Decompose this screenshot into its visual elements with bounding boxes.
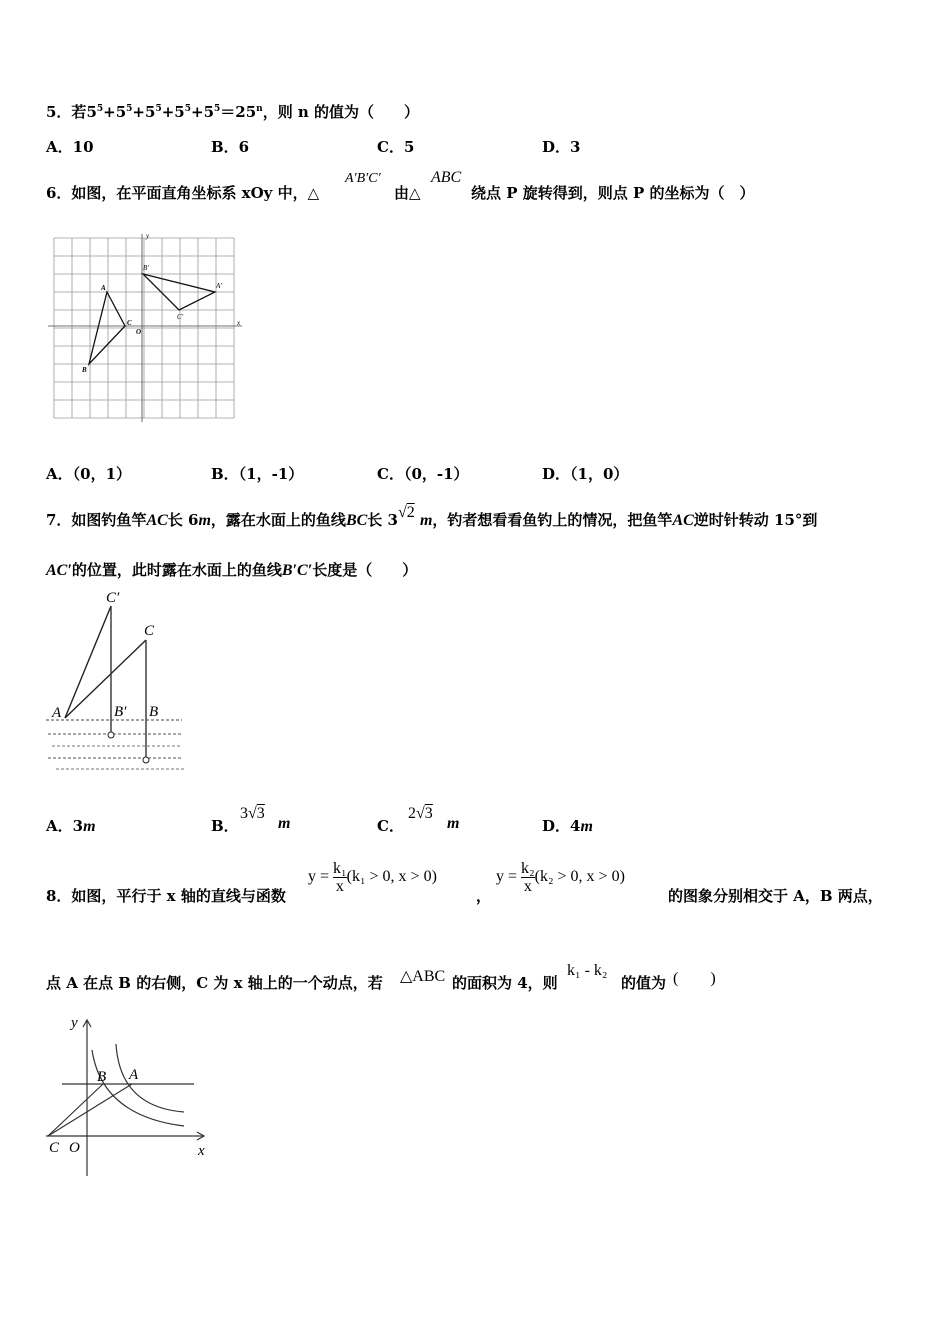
label-b-prime: B′ bbox=[114, 704, 127, 720]
q6-stem-part2: 由△ bbox=[394, 184, 421, 202]
q8-stem-line2a: 点 A 在点 B 的右侧，C 为 x 轴上的一个动点，若 bbox=[46, 974, 383, 992]
q8-triangle-abc: △ABC bbox=[400, 968, 446, 985]
q7-option-b-value: 3√3 bbox=[240, 805, 265, 822]
q6-triangle-prime: A′B′C′ bbox=[345, 171, 381, 186]
axis-label-y: y bbox=[146, 232, 150, 240]
point-label-c: C bbox=[127, 319, 132, 327]
q6-option-d: D．（1，0） bbox=[542, 465, 629, 483]
point-label-a-prime: A′ bbox=[216, 282, 222, 290]
q6-stem-part3: 绕点 P 旋转得到，则点 P 的坐标为（ ） bbox=[471, 184, 755, 202]
rod-ac bbox=[65, 640, 146, 718]
label-b: B bbox=[149, 704, 159, 720]
point-label-b: B bbox=[82, 366, 87, 374]
q8-answer-paren: ( ) bbox=[673, 970, 716, 987]
label-c-prime: C′ bbox=[106, 590, 120, 606]
q7-fishing-figure bbox=[44, 586, 194, 776]
axis-label-x: x bbox=[198, 1143, 205, 1159]
q7-stem-line2: AC′的位置，此时露在水面上的鱼线B′C′长度是（ ） bbox=[46, 561, 418, 579]
q7-option-c-value: 2√3 bbox=[408, 805, 433, 822]
origin-label: O bbox=[69, 1140, 80, 1156]
q7-option-c-unit: m bbox=[447, 815, 460, 832]
q7-option-b-unit: m bbox=[278, 815, 291, 832]
q6-option-b: B．（1，-1） bbox=[211, 465, 304, 483]
q5-option-b: B．6 bbox=[211, 138, 250, 156]
q6-option-a: A．（0，1） bbox=[46, 465, 132, 483]
q7-stem-line1: 7．如图钓鱼竿AC长 6m，露在水面上的鱼线BC长 3√2 m，钓者想看看鱼钓上的情况，把鱼竿AC逆时针转动 15°到 bbox=[46, 504, 818, 529]
q8-stem-line2c: 的值为 bbox=[621, 974, 667, 992]
q7-option-a: A．3m bbox=[46, 817, 96, 835]
q8-k-difference: k₁ - k₂ bbox=[567, 962, 608, 979]
hook bbox=[143, 757, 149, 763]
label-a: A bbox=[52, 705, 62, 721]
q7-option-d: D．4m bbox=[542, 817, 593, 835]
q8-stem-part1: 8．如图，平行于 x 轴的直线与函数 bbox=[46, 887, 286, 905]
origin-label: O bbox=[136, 328, 142, 336]
q6-triangle-abc: ABC bbox=[431, 169, 462, 186]
q5-option-c: C．5 bbox=[377, 138, 415, 156]
point-label-a: A bbox=[101, 284, 106, 292]
point-label-c-prime: C′ bbox=[177, 313, 184, 321]
q7-option-b: B． bbox=[211, 817, 239, 835]
label-c: C bbox=[144, 623, 155, 639]
point-label-c: C bbox=[49, 1140, 60, 1156]
curve-k1 bbox=[116, 1044, 184, 1112]
hook-prime bbox=[108, 732, 114, 738]
rod-ac-prime bbox=[65, 606, 111, 718]
point-label-b-prime: B′ bbox=[143, 264, 149, 272]
q8-stem-part2: 的图象分别相交于 A，B 两点， bbox=[668, 887, 883, 905]
q5-stem: 5．若$5^5+5^5+5^5+5^5+5^5=25^n$，则 n 的值为（ ） bbox=[46, 103, 420, 121]
q5-option-d: D．3 bbox=[542, 138, 581, 156]
axis-label-y: y bbox=[71, 1015, 78, 1031]
q6-stem-part1: 6．如图，在平面直角坐标系 xOy 中，△ bbox=[46, 184, 320, 202]
q8-stem-line2b: 的面积为 4，则 bbox=[452, 974, 558, 992]
q8-comma: ， bbox=[476, 887, 492, 905]
q8-function-2: y = $\frac{\text{k₂}}{x}$ (k₂ > 0, x > 0) bbox=[496, 860, 625, 895]
q7-option-c: C． bbox=[377, 817, 404, 835]
axis-label-x: x bbox=[237, 319, 241, 327]
point-label-a: A bbox=[129, 1067, 139, 1083]
q8-function-1: y = $\frac{\text{k₁}}{x}$ (k₁ > 0, x > 0) bbox=[308, 860, 437, 895]
point-label-b: B bbox=[97, 1069, 107, 1085]
q5-option-a: A．10 bbox=[46, 138, 94, 156]
curve-k2 bbox=[92, 1050, 184, 1126]
q8-hyperbola-figure bbox=[44, 1012, 216, 1180]
q6-option-c: C．（0，-1） bbox=[377, 465, 469, 483]
q6-grid-figure bbox=[44, 228, 248, 424]
